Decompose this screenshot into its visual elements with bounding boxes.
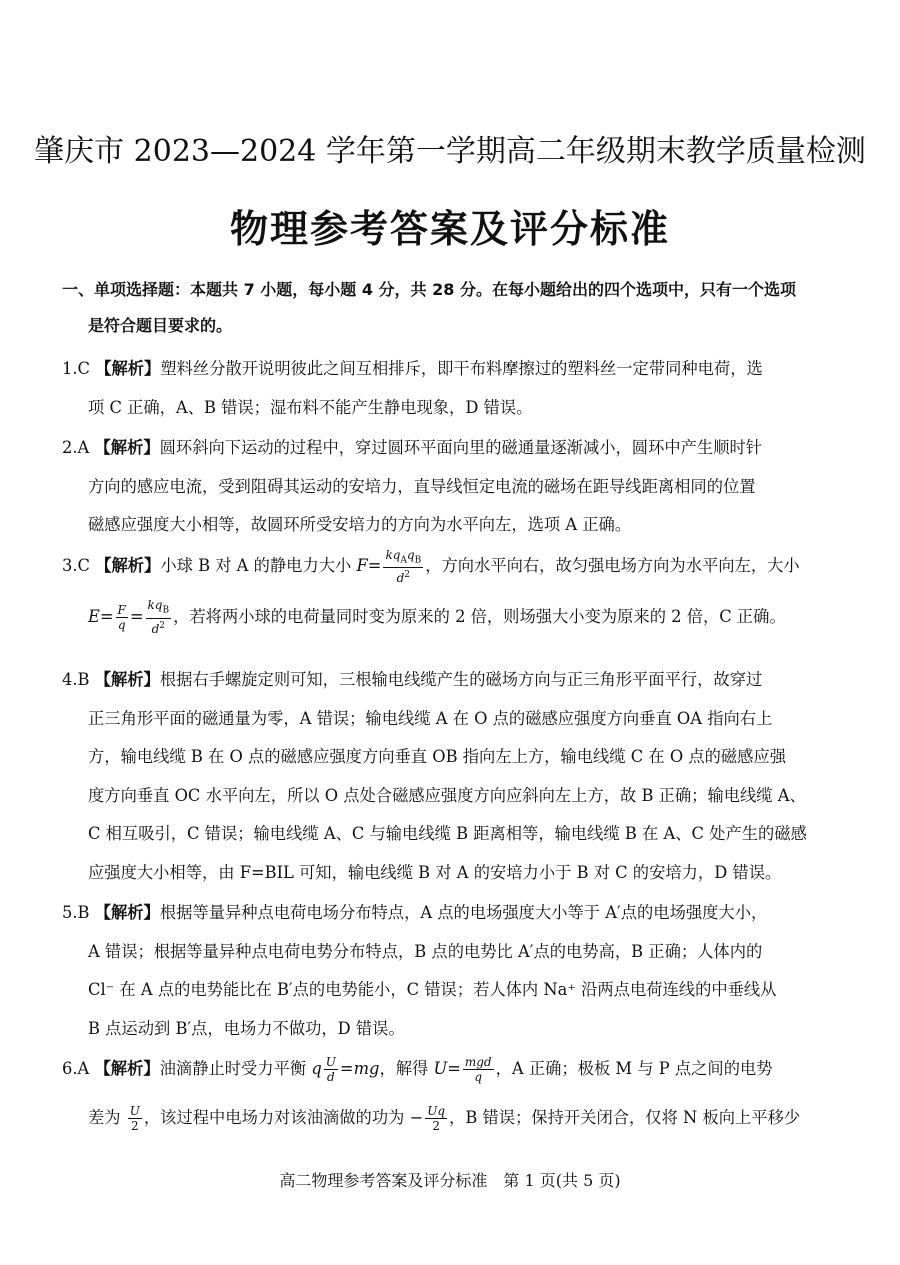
question-5 — [62, 894, 842, 1048]
analysis-text: ，该过程中电场力对该油滴做的功为 — [143, 1107, 405, 1127]
answer-letter: B — [77, 670, 90, 689]
analysis-tag: 【解析】 — [94, 670, 160, 689]
analysis-text: 小球 B 对 A 的静电力大小 — [160, 556, 357, 575]
analysis-text: 根据右手螺旋定则可知，三根输电线缆产生的磁场方向与正三角形平面平行，故穿过 — [159, 670, 763, 689]
analysis-text: C 相互吸引，C 错误；输电线缆 A、C 与输电线缆 B 距离相等，输电线缆 B 在 A、C 处产生的磁感 — [88, 824, 807, 843]
analysis-tag: 【解析】 — [94, 903, 160, 922]
section-heading-line2: 是符合题目要求的。 — [88, 316, 233, 335]
answer-letter: B — [77, 903, 90, 922]
question-3 — [62, 547, 842, 636]
question-1 — [62, 350, 842, 427]
question-number: 4. — [62, 670, 78, 689]
analysis-text: Cl⁻ 在 A 点的电势能比在 B′点的电势能小，C 错误；若人体内 Na⁺ 沿两点电荷连线的中垂线从 — [88, 980, 777, 999]
analysis-tag: 【解析】 — [95, 359, 161, 378]
analysis-text: ，方向水平向右，故匀强电场方向为水平向左，大小 — [425, 556, 800, 575]
analysis-text: ，解得 — [379, 1059, 434, 1078]
document-subtitle: 物理参考答案及评分标准 — [229, 207, 670, 251]
question-number: 2. — [62, 438, 78, 457]
question-6 — [62, 1050, 842, 1137]
analysis-text: 差为 — [88, 1107, 121, 1127]
question-2 — [62, 429, 842, 545]
formula-voltage: U= $\frac{\text{mgd}}{q}$ — [433, 1055, 492, 1084]
formula-coulomb: F= $\frac{kq_Aq_B}{d^2}$ — [356, 547, 422, 586]
analysis-text: 根据等量异种点电荷电场分布特点，A 点的电场强度大小等于 A′点的电场强度大小， — [159, 903, 768, 922]
analysis-tag: 【解析】 — [94, 1059, 160, 1078]
formula-balance: q $\frac{U}{d}$ =mg — [311, 1055, 380, 1084]
analysis-tag: 【解析】 — [95, 556, 161, 575]
analysis-text: B 点运动到 B′点，电场力不做功，D 错误。 — [88, 1018, 405, 1038]
analysis-text: 正三角形平面的磁通量为零，A 错误；输电线缆 A 在 O 点的磁感应强度方向垂直 OA 指向右上 — [88, 708, 773, 728]
formula-work: − $\frac{Uq}{2}$ — [409, 1103, 446, 1133]
exam-title: 肇庆市 2023—2024 学年第一学期高二年级期末教学质量检测 — [34, 134, 866, 169]
answer-letter: A — [77, 438, 90, 457]
analysis-text: ，B 错误；保持开关闭合，仅将 N 板向上平移少 — [449, 1107, 801, 1127]
analysis-text: 油滴静止时受力平衡 — [159, 1059, 312, 1078]
section-heading-line1: 一、单项选择题：本题共 7 小题，每小题 4 分，共 28 分。在每小题给出的四个选项中，只有一个选项 — [62, 280, 796, 299]
section-heading — [62, 272, 842, 344]
analysis-text: 圆环斜向下运动的过程中，穿过圆环平面向里的磁通量逐渐减小，圆环中产生顺时针 — [159, 438, 763, 457]
question-number: 1. — [62, 359, 78, 378]
analysis-text: 度方向垂直 OC 水平向左，所以 O 点处合磁感应强度方向应斜向左上方，故 B 正确；输电线缆 A、 — [88, 785, 806, 805]
question-number: 6. — [62, 1059, 78, 1078]
question-number: 3. — [62, 556, 78, 575]
analysis-text: 磁感应强度大小相等，故圆环所受安培力的方向为水平向左，选项 A 正确。 — [88, 515, 632, 534]
answer-letter: A — [77, 1059, 90, 1078]
analysis-tag: 【解析】 — [94, 438, 160, 457]
analysis-text: ，A 正确；极板 M 与 P 点之间的电势 — [495, 1059, 773, 1078]
answer-letter: C — [77, 556, 91, 575]
analysis-text: ，若将两小球的电荷量同时变为原来的 2 倍，则场强大小变为原来的 2 倍，C 正确。 — [173, 606, 786, 626]
question-number: 5. — [62, 903, 78, 922]
formula-half-voltage: $\frac{U}{2}$ — [129, 1103, 140, 1133]
question-4 — [62, 661, 842, 892]
formula-field: E= $\frac{F}{q}$ = $\frac{kq_B}{d^2}$ — [88, 598, 170, 636]
analysis-text: 方，输电线缆 B 在 O 点的磁感应强度方向垂直 OB 指向左上方，输电线缆 C 在 O 点的磁感应强 — [88, 747, 787, 766]
analysis-text: 方向的感应电流，受到阻碍其运动的安培力，直导线恒定电流的磁场在距导线距离相同的位置 — [88, 476, 756, 496]
page-footer: 高二物理参考答案及评分标准 第 1 页(共 5 页) — [279, 1171, 621, 1190]
analysis-text: 塑料丝分散开说明彼此之间互相排斥，即干布料摩擦过的塑料丝一定带同种电荷，选 — [160, 359, 763, 378]
answer-letter: C — [77, 359, 91, 378]
analysis-text: A 错误；根据等量异种点电荷电势分布特点，B 点的电势比 A′点的电势高，B 正确；人体内的 — [88, 941, 763, 961]
analysis-text: 应强度大小相等，由 F=BIL 可知，输电线缆 B 对 A 的安培力小于 B 对 C 的安培力，D 错误。 — [88, 862, 782, 882]
analysis-text: 项 C 正确，A、B 错误；湿布料不能产生静电现象，D 错误。 — [88, 397, 533, 417]
